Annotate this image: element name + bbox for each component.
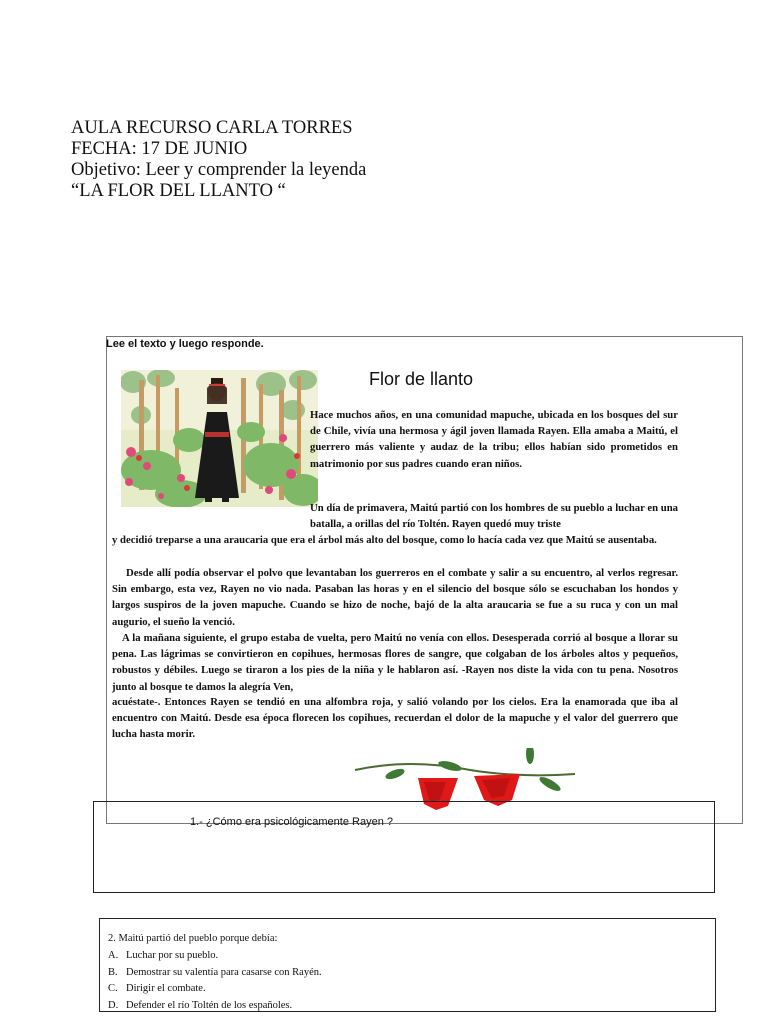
- story-paragraph-1: Hace muchos años, en una comunidad mapuche, ubicada en los bosques del sur de Chile, vivía una hermosa y ágil joven llamada Rayen. Ella amaba a Maitú, el guerrero más valiente y audaz de la tribu; ellos habían sido prometidos en matrimonio por sus padres cuando eran niños.: [310, 409, 678, 470]
- story-paragraph-2a: Un día de primavera, Maitú partió con los hombres de su pueblo a luchar en una batalla, a orillas del río Toltén. Rayen quedó muy triste: [310, 502, 678, 531]
- header-objective: Objetivo: Leer y comprender la leyenda: [71, 160, 367, 180]
- header-teacher: AULA RECURSO CARLA TORRES: [71, 118, 353, 138]
- story-title: Flor de llanto: [369, 369, 474, 389]
- option-text: Dirigir el combate.: [126, 983, 206, 995]
- question-2-prompt: 2. Maitú partió del pueblo porque debía:: [108, 933, 278, 944]
- question-1-answer-box[interactable]: [93, 801, 715, 893]
- worksheet-header: [71, 118, 366, 202]
- question-2: [108, 931, 322, 1015]
- option-label: A.: [108, 949, 119, 961]
- story-paragraph-2b: y decidió treparse a una araucaria que era el árbol más alto del bosque, como lo hacía cada vez que Maitú se ausentaba.: [112, 534, 657, 546]
- option-label: B.: [108, 966, 118, 978]
- story-paragraph-4: A la mañana siguiente, el grupo estaba de vuelta, pero Maitú no venía con ellos. Desesperada corrió al bosque a llorar su pena. Las lágrimas se convirtieron en copihues, hermosas flores de sangre, que colgaban de los árboles altos y pequeños, robustos y débiles. Luego se tiraron a los pies de la niña y le hablaron así. -Rayen nos diste la vida con tu pena. Nosotros junto al bosque te damos la alegría Ven,: [112, 632, 678, 693]
- option-d[interactable]: [108, 998, 322, 1015]
- option-label: D.: [108, 1000, 119, 1012]
- header-date: FECHA: 17 DE JUNIO: [71, 139, 248, 159]
- question-1-text: 1.- ¿Cómo era psicológicamente Rayen ?: [190, 816, 393, 828]
- instruction-text: Lee el texto y luego responde.: [106, 338, 264, 350]
- option-text: Demostrar su valentía para casarse con Rayén.: [126, 966, 322, 978]
- option-c[interactable]: [108, 981, 322, 998]
- option-label: C.: [108, 983, 118, 995]
- option-b[interactable]: [108, 965, 322, 982]
- legend-illustration: [121, 370, 318, 507]
- option-a[interactable]: [108, 948, 322, 965]
- option-text: Defender el río Toltén de los españoles.: [126, 1000, 293, 1012]
- option-text: Luchar por su pueblo.: [126, 949, 219, 961]
- story-paragraph-3: Desde allí podía observar el polvo que levantaban los guerreros en el combate y salir a su encuentro, al verlos regresar. Sin embargo, esta vez, Rayen no vio nada. Pasaban las horas y en el silencio del bosque sólo se escuchaban los hondos y largos suspiros de la joven mapuche. Cuando se hizo de noche, bajó de la alta araucaria se fue a su ruca y con un mal augurio, el sueño la venció.: [112, 567, 678, 628]
- header-legend-title: “LA FLOR DEL LLANTO “: [71, 181, 286, 201]
- story-paragraph-5: acuéstate-. Entonces Rayen se tendió en una alfombra roja, y salió volando por los cielos. Era la enamorada que iba al encuentro con Maitú. Desde esa época florecen los copihues, recuerdan el dolor de la mapuche y el valor del guerrero que lucha hasta morir.: [112, 696, 678, 741]
